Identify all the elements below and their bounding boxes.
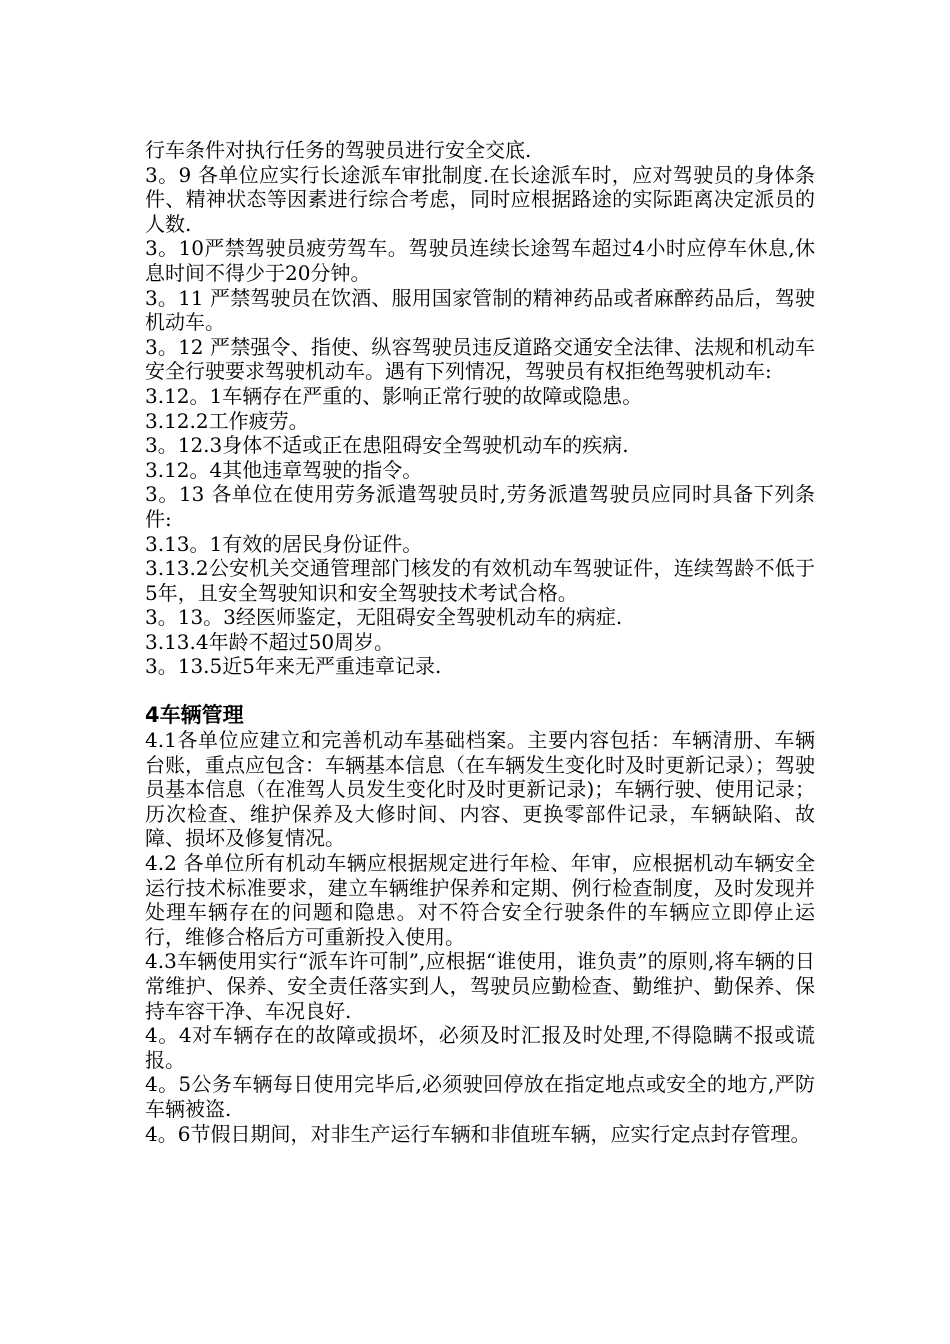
- document-body: [145, 138, 815, 1146]
- paragraph-3-8-continued: 行车条件对执行任务的驾驶员进行安全交底.: [145, 138, 532, 162]
- paragraph-4-3: 4.3车辆使用实行“派车许可制”,应根据“谁使用，谁负责”的原则,将车辆的日常维护、保养、安全责任落实到人，驾驶员应勤检查、勤维护、勤保养、保持车容干净、车况良好.: [145, 949, 815, 1023]
- paragraph-3-13-5: 3。13.5近5年来无严重违章记录.: [145, 654, 442, 679]
- paragraph-3-12-1: 3.12。1车辆存在严重的、影响正常行驶的故障或隐患。: [145, 383, 643, 408]
- paragraph-3-13-1: 3.13。1有效的居民身份证件。: [145, 531, 423, 556]
- paragraph-4-1: 4.1各单位应建立和完善机动车基础档案。主要内容包括：车辆清册、车辆台账，重点应包含：车辆基本信息（在车辆发生变化时及时更新记录）；驾驶员基本信息（在准驾人员发生变化时及时更新记录)；车辆行驶、使用记录；历次检查、维护保养及大修时间、内容、更换零部件记录，车辆缺陷、故障、损坏及修复情况。: [145, 728, 815, 851]
- paragraph-3-13: 3。13 各单位在使用劳务派遣驾驶员时,劳务派遣驾驶员应同时具备下列条件:: [145, 482, 815, 531]
- paragraph-4-5: 4。5公务车辆每日使用完毕后,必须驶回停放在指定地点或安全的地方,严防车辆被盗.: [145, 1072, 815, 1121]
- paragraph-4-6: 4。6节假日期间，对非生产运行车辆和非值班车辆，应实行定点封存管理。: [145, 1121, 811, 1146]
- paragraph-3-12-3: 3。12.3身体不适或正在患阻碍安全驾驶机动车的疾病.: [145, 433, 629, 458]
- paragraph-3-13-2: 3.13.2公安机关交通管理部门核发的有效机动车驾驶证件，连续驾龄不低于5年，且安全驾驶知识和安全驾驶技术考试合格。: [145, 556, 815, 605]
- section-4-heading: 4车辆管理: [145, 703, 244, 728]
- paragraph-3-11: 3。11 严禁驾驶员在饮酒、服用国家管制的精神药品或者麻醉药品后，驾驶机动车。: [145, 285, 815, 335]
- paragraph-3-12-4: 3.12。4其他违章驾驶的指令。: [145, 457, 423, 482]
- paragraph-3-13-4: 3.13.4年龄不超过50周岁。: [145, 629, 395, 654]
- paragraph-3-13-3: 3。13。3经医师鉴定，无阻碍安全驾驶机动车的病症.: [145, 605, 623, 630]
- section-spacer: [145, 679, 815, 703]
- paragraph-3-12-2: 3.12.2工作疲劳。: [145, 408, 309, 433]
- paragraph-4-2: 4.2 各单位所有机动车辆应根据规定进行年检、年审，应根据机动车辆安全运行技术标准要求，建立车辆维护保养和定期、例行检查制度，及时发现并处理车辆存在的问题和隐患。对不符合安全行驶条件的车辆应立即停止运行，维修合格后方可重新投入使用。: [145, 851, 815, 949]
- paragraph-4-4: 4。4对车辆存在的故障或损坏，必须及时汇报及时处理,不得隐瞒不报或谎报。: [145, 1023, 815, 1072]
- paragraph-3-12: 3。12 严禁强令、指使、纵容驾驶员违反道路交通安全法律、法规和机动车安全行驶要求驾驶机动车。遇有下列情况，驾驶员有权拒绝驾驶机动车:: [145, 334, 815, 384]
- paragraph-3-10: 3。10严禁驾驶员疲劳驾车。驾驶员连续长途驾车超过4小时应停车休息,休息时间不得少于20分钟。: [145, 236, 815, 285]
- paragraph-3-9: 3。9 各单位应实行长途派车审批制度.在长途派车时，应对驾驶员的身体条件、精神状态等因素进行综合考虑，同时应根据路途的实际距离决定派员的人数.: [145, 162, 815, 236]
